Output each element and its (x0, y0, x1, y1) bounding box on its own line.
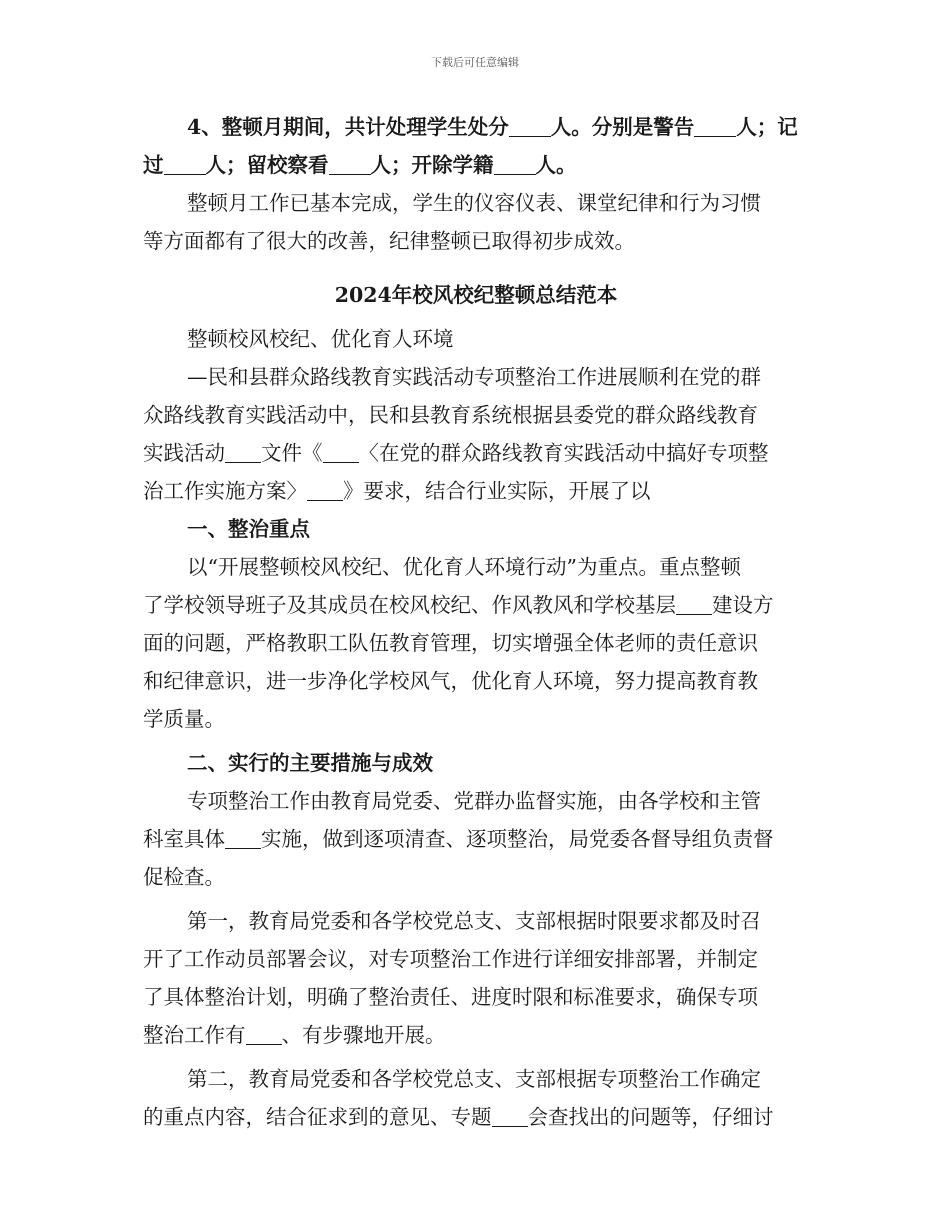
text-fragment: 整治工作有 (143, 1023, 246, 1047)
intro-line-1: —民和县群众路线教育实践活动专项整治工作进展顺利在党的群 (187, 365, 761, 389)
section2-p1-line-2 (143, 820, 809, 858)
blank-underline (676, 594, 712, 616)
section2-p1-line-3: 促检查。 (143, 865, 225, 889)
section2-p2-line-2: 开了工作动员部署会议，对专项整治工作进行详细安排部署，并制定 (143, 947, 758, 971)
section2-p2-line-4 (143, 1016, 809, 1054)
text-fragment: 的重点内容，结合征求到的意见、专题 (143, 1105, 492, 1129)
blank-underline (225, 828, 261, 850)
section2-heading: 二、实行的主要措施与成效 (187, 751, 433, 775)
intro-line-4 (143, 472, 809, 510)
section4-line-2 (143, 146, 809, 184)
text-fragment: 了学校领导班子及其成员在校风校纪、作风教风和学校基层 (143, 593, 676, 617)
text-fragment: 建设方 (712, 593, 774, 617)
text-fragment: 人。分别是警告 (550, 115, 695, 139)
text-fragment: 4、整顿月期间，共计处理学生处分 (187, 115, 509, 139)
section1-heading: 一、整治重点 (187, 517, 310, 541)
text-fragment: 会查找出的问题等，仔细讨 (527, 1105, 774, 1129)
text-fragment: 人；记 (736, 115, 798, 139)
document-title: 2024年校风校纪整顿总结范本 (334, 283, 618, 307)
conclusion-line-1: 整顿月工作已基本完成，学生的仪容仪表、课堂纪律和行为习惯 (187, 191, 761, 215)
text-fragment: 》要求，结合行业实际，开展了以 (343, 479, 651, 503)
blank-underline (246, 1024, 282, 1046)
blank-underline (307, 480, 343, 502)
text-fragment: 文件《 (261, 441, 323, 465)
section2-p3-line-1: 第二，教育局党委和各学校党总支、支部根据专项整治工作确定 (187, 1067, 761, 1091)
blank-underline (225, 442, 261, 464)
blank-underline (329, 154, 371, 176)
intro-subtitle: 整顿校风校纪、优化育人环境 (187, 327, 454, 351)
section2-p3-line-2 (143, 1098, 809, 1136)
blank-underline (323, 442, 359, 464)
intro-line-3 (143, 434, 809, 472)
text-fragment: 实践活动 (143, 441, 225, 465)
text-fragment: 人；开除学籍 (370, 153, 494, 177)
section1-line-2 (143, 586, 809, 624)
conclusion-line-2: 等方面都有了很大的改善，纪律整顿已取得初步成效。 (143, 229, 635, 253)
section1-line-5: 学质量。 (143, 707, 225, 731)
text-fragment: 实施，做到逐项清查、逐项整治，局党委各督导组负责督 (261, 827, 774, 851)
blank-underline (509, 116, 551, 138)
section2-p2-line-1: 第一，教育局党委和各学校党总支、支部根据时限要求都及时召 (187, 909, 761, 933)
blank-underline (494, 154, 536, 176)
blank-underline (694, 116, 736, 138)
intro-line-2: 众路线教育实践活动中，民和县教育系统根据县委党的群众路线教育 (143, 403, 758, 427)
text-fragment: 、有步骤地开展。 (281, 1023, 446, 1047)
section2-p1-line-1: 专项整治工作由教育局党委、党群办监督实施，由各学校和主管 (187, 789, 761, 813)
text-fragment: 治工作实施方案〉 (143, 479, 307, 503)
text-fragment: 人。 (535, 153, 577, 177)
text-fragment: 科室具体 (143, 827, 225, 851)
text-fragment: 人；留校察看 (205, 153, 329, 177)
blank-underline (164, 154, 206, 176)
section1-line-3: 面的问题，严格教职工队伍教育管理，切实增强全体老师的责任意识 (143, 631, 758, 655)
header-watermark: 下载后可任意编辑 (431, 56, 519, 69)
section1-line-1: 以“开展整顿校风校纪、优化育人环境行动”为重点。重点整顿 (187, 555, 741, 579)
blank-underline (492, 1106, 528, 1128)
document-body (143, 108, 809, 1136)
section1-line-4: 和纪律意识，进一步净化学校风气，优化育人环境，努力提高教育教 (143, 669, 758, 693)
section4-line-1 (143, 108, 809, 146)
section2-p2-line-3: 了具体整治计划，明确了整治责任、进度时限和标准要求，确保专项 (143, 985, 758, 1009)
text-fragment: 〈在党的群众路线教育实践活动中搞好专项整 (358, 441, 769, 465)
text-fragment: 过 (143, 153, 164, 177)
